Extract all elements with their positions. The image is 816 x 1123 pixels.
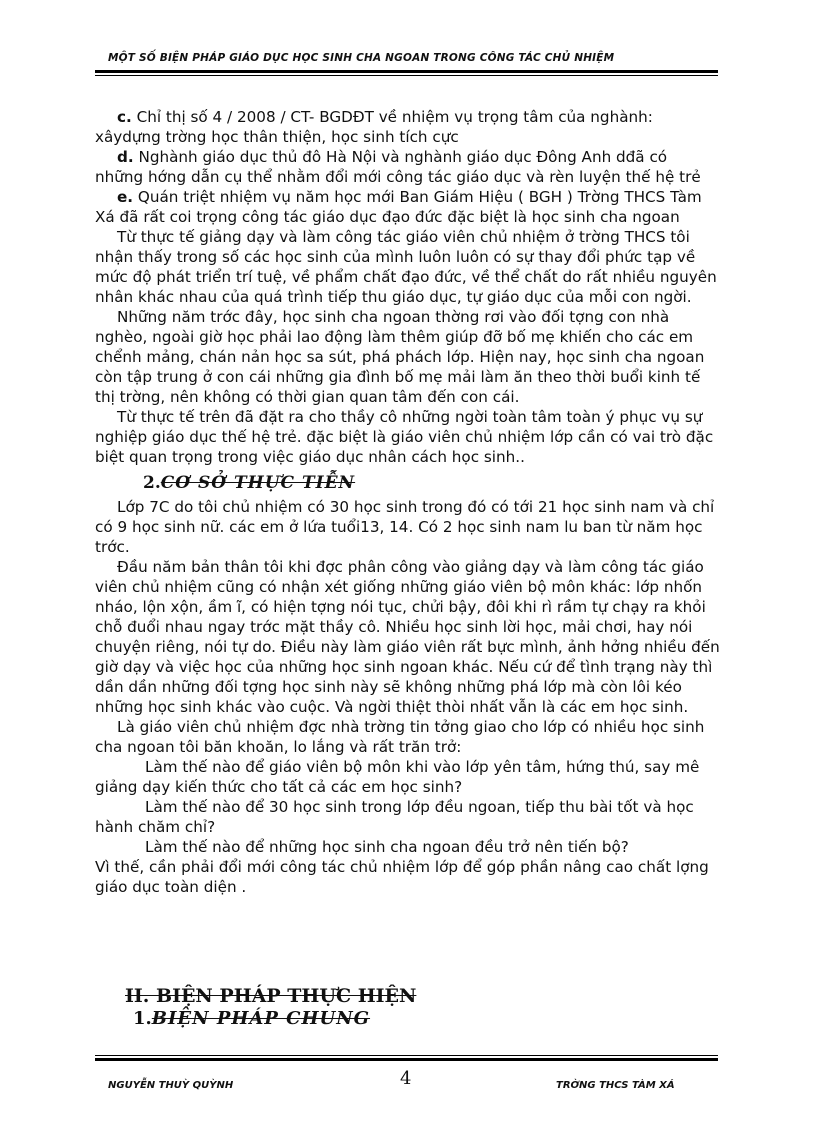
page-header: MỘT SỐ BIỆN PHÁP GIÁO DỤC HỌC SINH CHA NGOAN TRONG CÔNG TÁC CHỦ NHIỆM: [108, 52, 615, 64]
header-rule-thin: [95, 75, 718, 76]
footer-school: TRỜNG THCS TÀM XÁ: [556, 1080, 675, 1091]
question: Làm thế nào để 30 học sinh trong lớp đều ngoan, tiếp thu bài tốt và học hành chăm chỉ?: [95, 798, 694, 836]
footer-author: NGUYỄN THUỲ QUỲNH: [108, 1080, 234, 1091]
item-c: c. Chỉ thị số 4 / 2008 / CT- BGDĐT về nhiệm vụ trọng tâm của nghành: xâydựng trờng học thân thiện, học sinh tích cực: [95, 108, 653, 146]
section-ii-heading: II. BIỆN PHÁP THỰC HIỆN: [125, 985, 417, 1007]
document-body: [95, 107, 720, 897]
paragraph: Từ thực tế trên đã đặt ra cho thầy cô những ngời toàn tâm toàn ý phục vụ sự nghiệp giáo dục thế hệ trẻ. đặc biệt là giáo viên chủ nhiệm lớp cần có vai trò đặc biệt quan trọng trong việc giáo dục nhân cách học sinh..: [95, 408, 714, 466]
paragraph: Từ thực tế giảng dạy và làm công tác giáo viên chủ nhiệm ở trờng THCS tôi nhận thấy trong số các học sinh của mình luôn luôn có sự thay đổi phức tạp về mức độ phát triển trí tuệ, về phẩm chất đạo đức, về thể chất do rất nhiều nguyên nhân khác nhau của quá trình tiếp thu giáo dục, tự giáo dục của mỗi con ngời.: [95, 228, 717, 306]
item-e: e. Quán triệt nhiệm vụ năm học mới Ban Giám Hiệu ( BGH ) Trờng THCS Tàm Xá đã rất coi trọng công tác giáo dục đạo đức đặc biệt là học sinh cha ngoan: [95, 188, 702, 226]
item-d: d. Nghành giáo dục thủ đô Hà Nội và nghành giáo dục Đông Anh dđã có những hớng dẫn cụ thể nhằm đổi mới công tác giáo dục và rèn luyện thế hệ trẻ: [95, 148, 701, 186]
paragraph: Lớp 7C do tôi chủ nhiệm có 30 học sinh trong đó có tới 21 học sinh nam và chỉ có 9 học sinh nữ. các em ở lứa tuổi13, 14. Có 2 học sinh nam lu ban từ năm học trớc.: [95, 498, 715, 556]
question: Làm thế nào để những học sinh cha ngoan đều trở nên tiến bộ?: [145, 838, 629, 856]
section-2-heading: 2.CƠ SỞ THỰC TIỄN: [143, 473, 356, 493]
footer-rule-thin: [95, 1055, 718, 1056]
question: Làm thế nào để giáo viên bộ môn khi vào lớp yên tâm, hứng thú, say mê giảng dạy kiến thức cho tất cả các em học sinh?: [95, 758, 700, 796]
paragraph: Là giáo viên chủ nhiệm đợc nhà trờng tin tởng giao cho lớp có nhiều học sinh cha ngoan tôi băn khoăn, lo lắng và rất trăn trở:: [95, 718, 705, 756]
paragraph: Đầu năm bản thân tôi khi đợc phân công vào giảng dạy và làm công tác giáo viên chủ nhiệm cũng có nhận xét giống những giáo viên bộ môn khác: lớp nhốn nháo, lộn xộn, ầm ĩ, có hiện tợng nói tục, chửi bậy, đôi khi rì rầm tự chạy ra khỏi chỗ đuổi nhau ngay trớc mặt thầy cô. Nhiều học sinh lời học, mải chơi, hay nói chuyện riêng, nói tự do. Điều này làm giáo viên rất bực mình, ảnh hởng nhiều đến giờ dạy và việc học của những học sinh ngoan khác. Nếu cứ để tình trạng này thì dần dần những đối tợng học sinh này sẽ không những phá lớp mà còn lôi kéo những học sinh khác vào cuộc. Và ngời thiệt thòi nhất vẫn là các em học sinh.: [95, 558, 720, 716]
page-number: 4: [400, 1068, 412, 1089]
header-rule-thick: [95, 70, 718, 73]
conclusion: Vì thế, cần phải đổi mới công tác chủ nhiệm lớp để góp phần nâng cao chất lợng giáo dục toàn diện .: [95, 858, 709, 896]
paragraph: Những năm trớc đây, học sinh cha ngoan thờng rơi vào đối tợng con nhà nghèo, ngoài giờ học phải lao động làm thêm giúp đỡ bố mẹ khiến cho các em chểnh mảng, chán nản học sa sút, phá phách lớp. Hiện nay, học sinh cha ngoan còn tập trung ở con cái những gia đình bố mẹ mải làm ăn theo thời buổi kinh tế thị trờng, nên không có thời gian quan tâm đến con cái.: [95, 308, 705, 406]
footer-rule-thick: [95, 1058, 718, 1061]
section-1-heading: 1.BIỆN PHÁP CHUNG: [133, 1008, 371, 1029]
